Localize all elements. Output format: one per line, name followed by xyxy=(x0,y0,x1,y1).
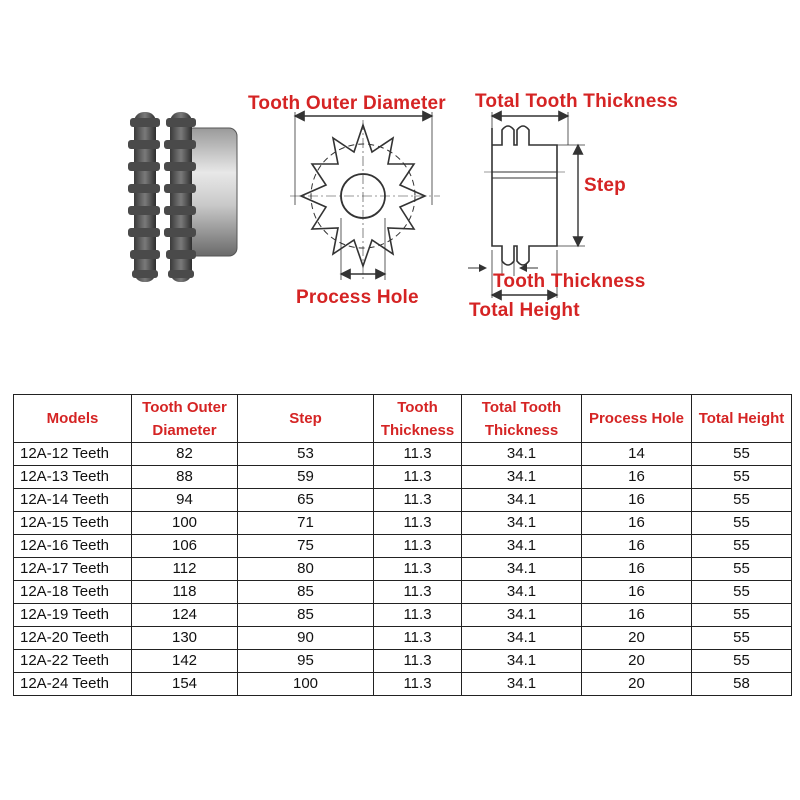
sprocket-diagram xyxy=(0,0,800,340)
header-step: Step xyxy=(238,395,374,443)
cell-tooth-outer-diameter: 82 xyxy=(132,443,238,466)
cell-total-height: 55 xyxy=(692,466,792,489)
front-gear xyxy=(128,112,160,282)
cell-step: 59 xyxy=(238,466,374,489)
cell-process-hole: 16 xyxy=(582,581,692,604)
cell-tooth-outer-diameter: 124 xyxy=(132,604,238,627)
cell-model: 12A-15 Teeth xyxy=(14,512,132,535)
cell-model: 12A-16 Teeth xyxy=(14,535,132,558)
cell-step: 53 xyxy=(238,443,374,466)
table-row xyxy=(14,673,792,696)
cell-tooth-outer-diameter: 88 xyxy=(132,466,238,489)
cell-step: 85 xyxy=(238,581,374,604)
cell-process-hole: 20 xyxy=(582,673,692,696)
cell-tooth-thickness: 11.3 xyxy=(374,650,462,673)
label-total-height: Total Height xyxy=(469,300,580,321)
cell-tooth-outer-diameter: 118 xyxy=(132,581,238,604)
cell-total-height: 55 xyxy=(692,489,792,512)
cell-model: 12A-17 Teeth xyxy=(14,558,132,581)
cell-step: 65 xyxy=(238,489,374,512)
cell-model: 12A-13 Teeth xyxy=(14,466,132,489)
header-total-height: Total Height xyxy=(692,395,792,443)
cell-total-height: 55 xyxy=(692,443,792,466)
header-tooth-thickness: Tooth Thickness xyxy=(374,395,462,443)
cell-total-tooth-thickness: 34.1 xyxy=(462,512,582,535)
header-tooth-outer-diameter: Tooth Outer Diameter xyxy=(132,395,238,443)
table-row xyxy=(14,466,792,489)
header-models: Models xyxy=(14,395,132,443)
cell-tooth-thickness: 11.3 xyxy=(374,604,462,627)
cell-process-hole: 14 xyxy=(582,443,692,466)
cell-tooth-outer-diameter: 100 xyxy=(132,512,238,535)
cell-total-tooth-thickness: 34.1 xyxy=(462,489,582,512)
cell-tooth-outer-diameter: 106 xyxy=(132,535,238,558)
cell-process-hole: 16 xyxy=(582,535,692,558)
cell-total-tooth-thickness: 34.1 xyxy=(462,604,582,627)
rear-gear xyxy=(164,112,196,282)
cell-tooth-thickness: 11.3 xyxy=(374,466,462,489)
cell-model: 12A-12 Teeth xyxy=(14,443,132,466)
cell-tooth-outer-diameter: 130 xyxy=(132,627,238,650)
table-row xyxy=(14,581,792,604)
cell-step: 71 xyxy=(238,512,374,535)
cell-tooth-thickness: 11.3 xyxy=(374,673,462,696)
cell-tooth-outer-diameter: 142 xyxy=(132,650,238,673)
cell-step: 95 xyxy=(238,650,374,673)
table-row xyxy=(14,650,792,673)
header-process-hole: Process Hole xyxy=(582,395,692,443)
cell-process-hole: 20 xyxy=(582,650,692,673)
cell-tooth-thickness: 11.3 xyxy=(374,512,462,535)
table-header-row xyxy=(14,395,792,443)
cell-tooth-thickness: 11.3 xyxy=(374,627,462,650)
table-body xyxy=(14,443,792,696)
cell-step: 100 xyxy=(238,673,374,696)
cell-total-height: 55 xyxy=(692,650,792,673)
cell-process-hole: 16 xyxy=(582,558,692,581)
label-step: Step xyxy=(584,175,626,196)
table-row xyxy=(14,489,792,512)
table-row xyxy=(14,604,792,627)
cell-model: 12A-14 Teeth xyxy=(14,489,132,512)
cell-tooth-outer-diameter: 94 xyxy=(132,489,238,512)
label-process-hole: Process Hole xyxy=(296,287,419,308)
table-row xyxy=(14,627,792,650)
cell-total-tooth-thickness: 34.1 xyxy=(462,581,582,604)
cell-process-hole: 20 xyxy=(582,627,692,650)
cell-total-tooth-thickness: 34.1 xyxy=(462,558,582,581)
header-total-tooth-thickness: Total Tooth Thickness xyxy=(462,395,582,443)
table-row xyxy=(14,443,792,466)
cell-total-tooth-thickness: 34.1 xyxy=(462,673,582,696)
cell-total-height: 55 xyxy=(692,512,792,535)
cell-total-height: 55 xyxy=(692,535,792,558)
specification-table xyxy=(13,394,792,696)
table-row xyxy=(14,512,792,535)
cell-tooth-outer-diameter: 112 xyxy=(132,558,238,581)
label-tooth-thickness: Tooth Thickness xyxy=(493,271,646,292)
cell-total-tooth-thickness: 34.1 xyxy=(462,466,582,489)
cell-total-height: 55 xyxy=(692,604,792,627)
cell-tooth-thickness: 11.3 xyxy=(374,535,462,558)
cell-model: 12A-20 Teeth xyxy=(14,627,132,650)
cell-process-hole: 16 xyxy=(582,512,692,535)
cell-total-height: 55 xyxy=(692,558,792,581)
front-view-drawing xyxy=(290,112,440,280)
label-tooth-outer-diameter: Tooth Outer Diameter xyxy=(248,93,446,114)
cell-process-hole: 16 xyxy=(582,489,692,512)
cell-tooth-thickness: 11.3 xyxy=(374,558,462,581)
cell-step: 80 xyxy=(238,558,374,581)
cell-model: 12A-19 Teeth xyxy=(14,604,132,627)
cell-total-tooth-thickness: 34.1 xyxy=(462,443,582,466)
cell-model: 12A-18 Teeth xyxy=(14,581,132,604)
cell-step: 85 xyxy=(238,604,374,627)
cell-total-tooth-thickness: 34.1 xyxy=(462,627,582,650)
table-row xyxy=(14,558,792,581)
cell-total-height: 58 xyxy=(692,673,792,696)
cell-total-height: 55 xyxy=(692,627,792,650)
label-total-tooth-thickness: Total Tooth Thickness xyxy=(475,91,679,112)
cell-step: 90 xyxy=(238,627,374,650)
cell-total-tooth-thickness: 34.1 xyxy=(462,650,582,673)
cell-tooth-thickness: 11.3 xyxy=(374,489,462,512)
cell-process-hole: 16 xyxy=(582,466,692,489)
cell-model: 12A-24 Teeth xyxy=(14,673,132,696)
table-row xyxy=(14,535,792,558)
cell-step: 75 xyxy=(238,535,374,558)
cell-process-hole: 16 xyxy=(582,604,692,627)
cell-total-tooth-thickness: 34.1 xyxy=(462,535,582,558)
cell-tooth-outer-diameter: 154 xyxy=(132,673,238,696)
cell-tooth-thickness: 11.3 xyxy=(374,443,462,466)
cell-tooth-thickness: 11.3 xyxy=(374,581,462,604)
sprocket-photo xyxy=(128,112,237,282)
cell-model: 12A-22 Teeth xyxy=(14,650,132,673)
cell-total-height: 55 xyxy=(692,581,792,604)
